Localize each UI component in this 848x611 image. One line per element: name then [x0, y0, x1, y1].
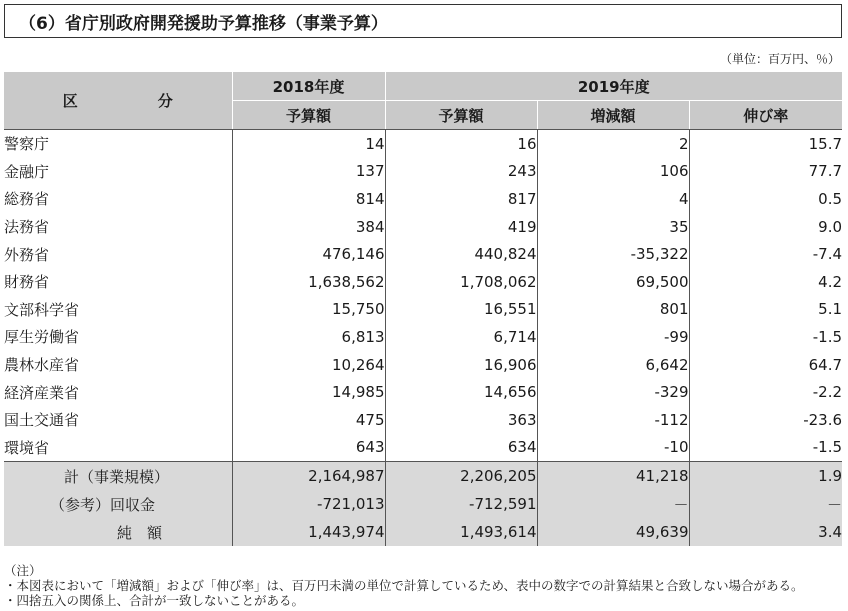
budget-2019: 440,824: [385, 240, 537, 268]
budget-2018: 1,443,974: [232, 518, 385, 546]
budget-2018: 10,264: [232, 351, 385, 379]
notes-line-2: ・四捨五入の関係上、合計が一致しないことがある。: [4, 593, 305, 608]
budget-2019: 634: [385, 434, 537, 462]
budget-table: [4, 72, 842, 546]
budget-2019: 1,493,614: [385, 518, 537, 546]
ministry-name: 総務省: [4, 190, 50, 209]
budget-2018: -721,013: [232, 490, 385, 518]
table-row: [4, 240, 842, 268]
notes-heading: （注）: [4, 563, 42, 578]
header-year-2018: 2018年度: [232, 72, 385, 101]
budget-2019: 16,906: [385, 351, 537, 379]
budget-2019: 243: [385, 158, 537, 186]
ministry-name: 財務省: [4, 273, 50, 292]
budget-2019: 16,551: [385, 296, 537, 324]
budget-2019: 2,206,205: [385, 462, 537, 491]
change-amount: 4: [537, 185, 689, 213]
budget-2018: 384: [232, 213, 385, 241]
growth-rate: 5.1: [689, 296, 842, 324]
table-row: [4, 213, 842, 241]
growth-rate: 15.7: [689, 130, 842, 158]
table-row: [4, 323, 842, 351]
page-title-text: （6）省庁別政府開発援助予算推移（事業予算）: [19, 13, 388, 34]
budget-2018: 475: [232, 406, 385, 434]
change-amount: 35: [537, 213, 689, 241]
growth-rate: 4.2: [689, 268, 842, 296]
growth-rate: -2.2: [689, 378, 842, 406]
unit-label: （単位：百万円、％）: [719, 52, 840, 66]
change-amount: -35,322: [537, 240, 689, 268]
summary-row: [4, 518, 842, 546]
summary-row: [4, 490, 842, 518]
table-row: [4, 296, 842, 324]
growth-rate: 3.4: [689, 518, 842, 546]
ministry-name: 文部科学省: [4, 300, 80, 319]
ministry-name: 環境省: [4, 438, 50, 457]
budget-2018: 6,813: [232, 323, 385, 351]
ministry-name: 厚生労働省: [4, 328, 80, 347]
table-row: [4, 268, 842, 296]
ministry-name: 法務省: [4, 218, 50, 237]
change-amount: -112: [537, 406, 689, 434]
summary-name: 純 額: [4, 518, 232, 546]
page-title: [4, 4, 842, 38]
budget-2018: 476,146: [232, 240, 385, 268]
table-row: [4, 434, 842, 462]
growth-rate: 64.7: [689, 351, 842, 379]
budget-2019: 419: [385, 213, 537, 241]
budget-2018: 137: [232, 158, 385, 186]
header-nobi: 伸び率: [689, 101, 842, 130]
table-row: [4, 130, 842, 158]
budget-2019: 14,656: [385, 378, 537, 406]
ministry-name: 国土交通省: [4, 411, 80, 430]
change-amount: －: [537, 490, 689, 518]
table-row: [4, 158, 842, 186]
change-amount: 41,218: [537, 462, 689, 491]
table-row: [4, 185, 842, 213]
budget-2019: 1,708,062: [385, 268, 537, 296]
change-amount: 49,639: [537, 518, 689, 546]
header-zougen: 増減額: [537, 101, 689, 130]
table-row: [4, 406, 842, 434]
change-amount: -99: [537, 323, 689, 351]
budget-2019: 817: [385, 185, 537, 213]
table-row: [4, 351, 842, 379]
header-kubun: 区 分: [4, 72, 232, 130]
summary-name: 計（事業規模）: [4, 462, 232, 491]
summary-row: [4, 462, 842, 491]
growth-rate: -1.5: [689, 323, 842, 351]
table-row: [4, 378, 842, 406]
growth-rate: -7.4: [689, 240, 842, 268]
budget-2019: 6,714: [385, 323, 537, 351]
ministry-name: 農林水産省: [4, 356, 80, 375]
change-amount: 801: [537, 296, 689, 324]
growth-rate: -23.6: [689, 406, 842, 434]
budget-2018: 814: [232, 185, 385, 213]
header-yosangaku-2018: 予算額: [232, 101, 385, 130]
budget-2018: 14: [232, 130, 385, 158]
ministry-name: 金融庁: [4, 162, 50, 181]
ministry-name: 外務省: [4, 245, 50, 264]
change-amount: -10: [537, 434, 689, 462]
ministry-name: 経済産業省: [4, 383, 80, 402]
change-amount: 2: [537, 130, 689, 158]
change-amount: 6,642: [537, 351, 689, 379]
budget-2018: 14,985: [232, 378, 385, 406]
growth-rate: 77.7: [689, 158, 842, 186]
budget-2018: 1,638,562: [232, 268, 385, 296]
header-yosangaku-2019: 予算額: [385, 101, 537, 130]
budget-2019: 16: [385, 130, 537, 158]
header-year-2019: 2019年度: [385, 72, 842, 101]
summary-name: （参考）回収金: [4, 490, 232, 518]
budget-2018: 15,750: [232, 296, 385, 324]
change-amount: 106: [537, 158, 689, 186]
change-amount: -329: [537, 378, 689, 406]
header-row-years: [4, 72, 842, 101]
budget-2019: -712,591: [385, 490, 537, 518]
budget-2018: 2,164,987: [232, 462, 385, 491]
growth-rate: －: [689, 490, 842, 518]
budget-2019: 363: [385, 406, 537, 434]
growth-rate: -1.5: [689, 434, 842, 462]
notes-line-1: ・本図表において「増減額」および「伸び率」は、百万円未満の単位で計算しているため、表中の数字での計算結果と合致しない場合がある。: [4, 578, 804, 593]
growth-rate: 1.9: [689, 462, 842, 491]
growth-rate: 9.0: [689, 213, 842, 241]
growth-rate: 0.5: [689, 185, 842, 213]
ministry-name: 警察庁: [4, 135, 50, 154]
notes: [4, 563, 804, 608]
change-amount: 69,500: [537, 268, 689, 296]
budget-2018: 643: [232, 434, 385, 462]
